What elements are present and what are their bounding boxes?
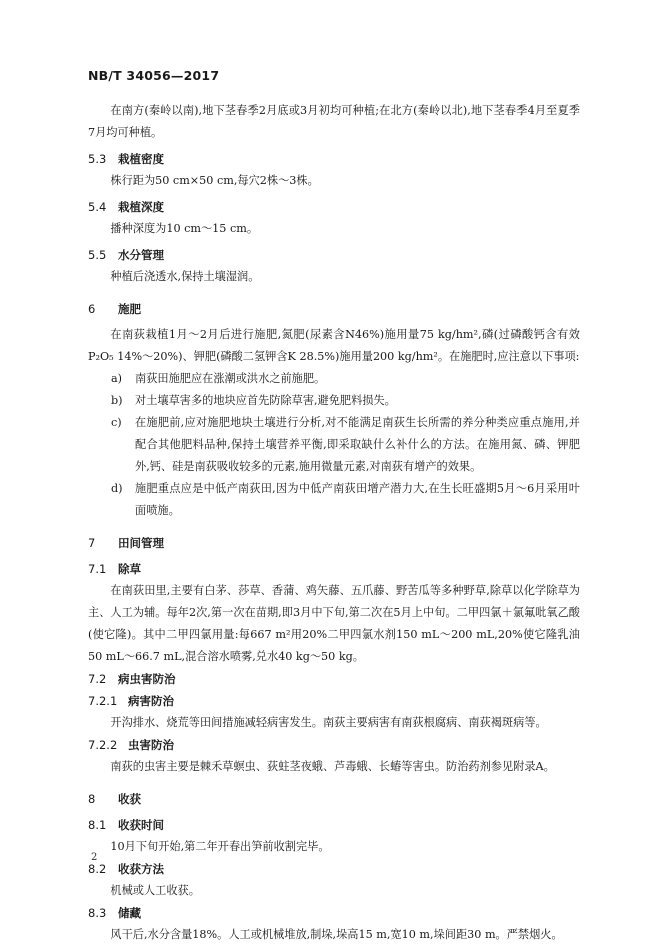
section-number: 7.2 [88,672,107,686]
section-7-2-2-heading [88,734,580,756]
section-8-3-text: 风干后,水分含量18%。人工或机械堆放,制垛,垛高15 m,宽10 m,垛间距30 m。严禁烟火。 [110,928,563,941]
section-5-4-heading [88,196,580,218]
section-7-2-heading [88,668,580,690]
section-number: 8.2 [88,862,107,876]
section-7-2-2-text: 南荻的虫害主要是棘禾草螟虫、荻蛀茎夜蛾、芦毒蛾、长蝽等害虫。防治药剂参见附录A。 [110,760,555,773]
section-7-heading [88,532,580,554]
section-number: 7 [88,536,96,550]
standard-number-header: NB/T 34056—2017 [88,68,220,83]
section-title: 田间管理 [118,536,164,550]
list-marker: a) [111,372,123,385]
section-title: 栽植深度 [118,200,164,214]
section-7-2-1-text: 开沟排水、烧荒等田间措施减轻病害发生。南荻主要病害有南荻根腐病、南荻褐斑病等。 [110,716,547,729]
section-5-5-heading [88,244,580,266]
section-title: 收获 [118,792,141,806]
page-number: 2 [91,852,98,863]
section-8-3-heading [88,902,580,924]
list-marker: b) [111,394,123,407]
section-title: 虫害防治 [128,738,174,752]
section-5-4-text: 播种深度为10 cm～15 cm。 [110,222,259,235]
section-number: 7.2.1 [88,694,118,708]
section-6-heading [88,298,580,320]
section-7-1-heading [88,558,580,580]
list-item [88,412,580,478]
section-7-1-text: 在南荻田里,主要有白茅、莎草、香蒲、鸡矢藤、五爪藤、野苦瓜等多种野草,除草以化学除草为主、人工为辅。每年2次,第一次在苗期,即3月中下旬,第二次在5月上中旬。二甲四氯＋氯氟吡氧乙酸(使它隆)。其中二甲四氯用量:每667 m²用20%二甲四氯水剂150 mL～200 mL,20%使它隆乳油50 mL～66.7 mL,混合溶水喷雾,兑水40 kg～50 kg。 [88,584,580,663]
section-8-2-text: 机械或人工收获。 [110,884,200,897]
section-number: 8.3 [88,906,107,920]
list-item-text: 在施肥前,应对施肥地块土壤进行分析,对不能满足南荻生长所需的养分种类应重点施用,并配合其他肥料品种,保持土壤营养平衡,即采取缺什么补什么的方法。在施用氮、磷、钾肥外,钙、硅是南荻吸收较多的元素,施用微量元素,对南荻有增产的效果。 [135,416,580,473]
list-item [88,478,580,522]
list-item-text: 施肥重点应是中低产南荻田,因为中低产南荻田增产潜力大,在生长旺盛期5月～6月采用叶面喷施。 [135,482,580,517]
section-number: 8.1 [88,818,107,832]
section-6-text: 在南荻栽植1月～2月后进行施肥,氮肥(尿素含N46%)施用量75 kg/hm²,磷(过磷酸钙含有效P₂O₅ 14%～20%)、钾肥(磷酸二氢钾含K 28.5%)施用量200 kg/hm²。在施肥时,应注意以下事项: [88,328,580,363]
section-title: 施肥 [118,302,141,316]
section-number: 5.4 [88,200,107,214]
section-number: 6 [88,302,96,316]
list-marker: c) [111,416,122,429]
section-5-3-text: 株行距为50 cm×50 cm,每穴2株～3株。 [110,174,319,187]
section-title: 病虫害防治 [118,672,176,686]
list-item [88,390,580,412]
list-item-text: 南荻田施肥应在涨潮或洪水之前施肥。 [135,372,326,385]
planting-season-paragraph: 在南方(秦岭以南),地下茎春季2月底或3月初均可种植;在北方(秦岭以北),地下茎春季4月至夏季7月均可种植。 [88,104,580,139]
section-5-5-text: 种植后浇透水,保持土壤湿润。 [110,270,260,283]
section-title: 病害防治 [128,694,174,708]
section-5-3-heading [88,148,580,170]
section-8-heading [88,788,580,810]
section-8-1-heading [88,814,580,836]
section-8-1-text: 10月下旬开始,第二年开春出笋前收割完毕。 [110,840,330,853]
section-number: 5.3 [88,152,107,166]
document-body [88,100,580,946]
section-number: 8 [88,792,96,806]
section-number: 7.2.2 [88,738,118,752]
section-title: 栽植密度 [118,152,164,166]
section-number: 5.5 [88,248,107,262]
list-item-text: 对土壤草害多的地块应首先防除草害,避免肥料损失。 [135,394,396,407]
list-item [88,368,580,390]
section-title: 储藏 [118,906,141,920]
section-8-2-heading [88,858,580,880]
section-title: 除草 [118,562,141,576]
section-title: 收获时间 [118,818,164,832]
section-title: 水分管理 [118,248,164,262]
section-number: 7.1 [88,562,107,576]
section-title: 收获方法 [118,862,164,876]
fertilizing-notes-list [88,368,580,522]
list-marker: d) [111,482,123,495]
section-7-2-1-heading [88,690,580,712]
